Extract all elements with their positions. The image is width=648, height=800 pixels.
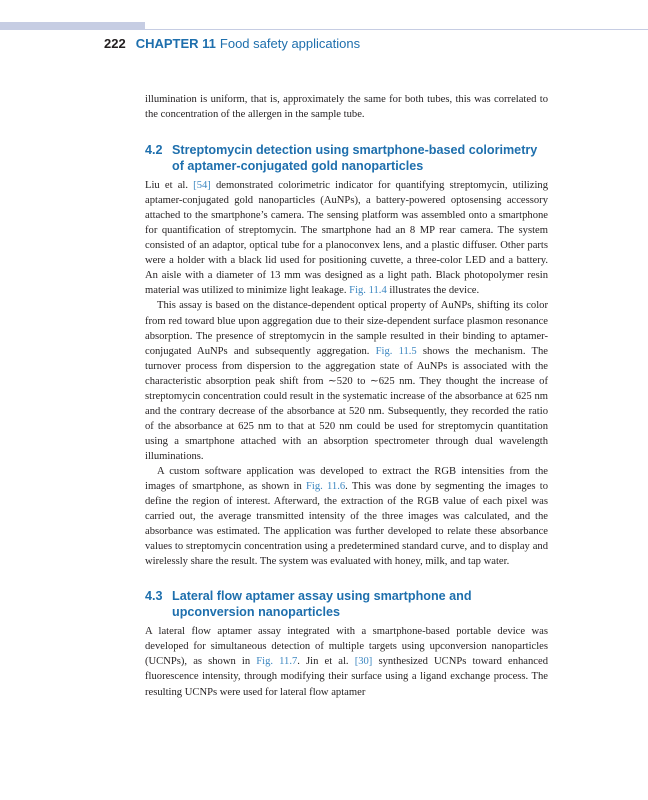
figure-link[interactable]: Fig. 11.7 <box>256 656 298 668</box>
page-body <box>145 92 548 700</box>
citation-link[interactable]: [54] <box>193 180 211 192</box>
chapter-label: CHAPTER 11 <box>135 36 216 51</box>
section-heading-4-3 <box>145 588 548 620</box>
text-run: A custom software application was developed to extract the RGB intensities from the images of smartphone, as shown in <box>145 465 548 493</box>
text-run: illustrates the device. <box>386 285 480 297</box>
header-color-band <box>0 22 145 30</box>
text-run: A lateral flow aptamer assay integrated with a smartphone-based portable device was developed for simultaneous detection of multiple targets using upconversion nanoparticles (UCNPs), as shown in <box>145 626 548 668</box>
section-number: 4.3 <box>145 589 163 604</box>
figure-link[interactable]: Fig. 11.5 <box>375 345 417 357</box>
running-header <box>104 36 360 51</box>
citation-link[interactable]: [30] <box>354 656 373 668</box>
section-title: Lateral flow aptamer assay using smartphone and upconversion nanoparticles <box>172 589 472 620</box>
figure-link[interactable]: Fig. 11.6 <box>306 481 346 493</box>
paragraph <box>145 178 548 298</box>
paragraph <box>145 464 548 569</box>
text-run: shows the mechanism. The turnover process from dispersion to the aggregation state of AuNPs is associated with the characteristic absorption peak shift from ∼520 to ∼625 nm. They thought the increase of streptomycin concentration could result in the systematic increase of the absorbance at 625 nm and the contrary decrease of the absorbance at 520 nm. Subsequently, they recorded the ratio of the absorbance at 625 nm to that at 520 nm could be used for streptomycin quantitation using a smartphone attached with an absorption spectrometer through dual wavelength illuminations. <box>145 345 549 462</box>
section-heading-4-2 <box>145 142 548 174</box>
text-run: synthesized UCNPs toward enhanced fluorescence intensity, through modifying their surface using a ligand exchange process. The resulting UCNPs were used for lateral flow aptamer <box>145 656 548 698</box>
text-run: . This was done by segmenting the images to define the region of interest. Afterward, the extraction of the RGB value of each pixel was carried out, the average transmitted intensity of the three images was calculated, and the absorbance was estimated. The application was further developed to relate these absorbance values to streptomycin concentration using a predetermined standard curve, and to display and wirelessly share the result. The system was evaluated with honey, milk, and tap water. <box>145 481 548 568</box>
text-run: demonstrated colorimetric indicator for quantifying streptomycin, utilizing aptamer-conjugated gold nanoparticles (AuNPs), a battery-powered optosensing accessory attached to the smartphone’s camera. The sensing platform was assembled onto a smartphone for quantification of streptomycin. The smartphone had an 8 MP rear camera. The system consisted of an adaptor, optical tube for a planoconvex lens, and a plastic diffuser. Other parts were a holder with a black lid used for positioning cuvette, a three-color LED and a battery. An aisle with a diameter of 13 mm was designed as a light path. Black photopolymer resin material was utilized to minimize light leakage. <box>145 180 548 297</box>
page-number: 222 <box>104 36 126 51</box>
header-rule <box>145 29 648 30</box>
text-run: . Jin et al. <box>297 656 355 668</box>
paragraph <box>145 298 548 464</box>
text-run: Liu et al. <box>145 180 194 192</box>
figure-link[interactable]: Fig. 11.4 <box>349 285 387 297</box>
section-title: Streptomycin detection using smartphone-based colorimetry of aptamer-conjugated gold nanoparticles <box>172 143 538 174</box>
section-number: 4.2 <box>145 143 163 158</box>
text-run: This assay is based on the distance-dependent optical property of AuNPs, shifting its color from red toward blue upon aggregation due to their size-dependent surface plasmon resonance absorption. The presence of streptomycin in the sample resulted in their binding to aptamer-conjugated AuNPs and subsequently aggregation. <box>145 300 548 357</box>
paragraph <box>145 624 548 699</box>
chapter-title: Food safety applications <box>219 36 361 51</box>
intro-paragraph: illumination is uniform, that is, approximately the same for both tubes, this was correlated to the concentration of the allergen in the sample tube. <box>145 94 548 121</box>
